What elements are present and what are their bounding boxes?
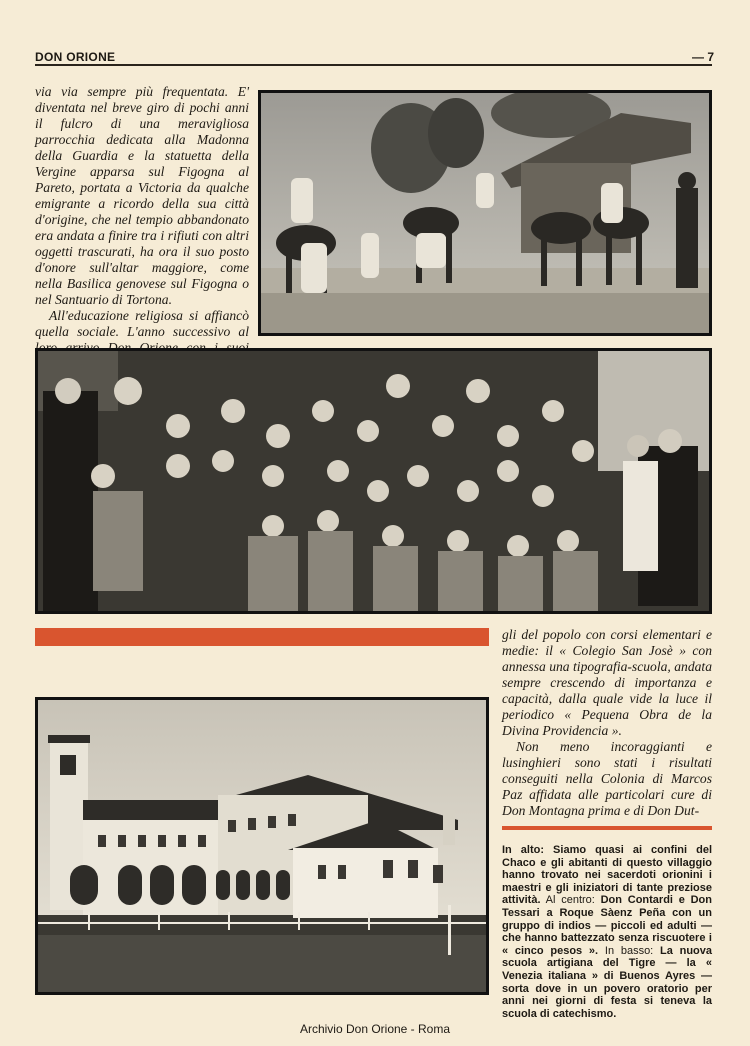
caption-text-center: Don Contardi e Don Tessari a Roque Sàenz Peña con un gruppo di indios — piccoli ed adulti — che hanno battezzato senza riscuotere i « cinco pesos ».: [502, 894, 712, 957]
article-column-top: [35, 84, 249, 372]
caption-text-top: Siamo quasi ai confini del Chaco e gli abitanti di questo villaggio hanno trovato nei sacerdoti orionini i maestri e gli iniziatori di tante preziose attività.: [502, 844, 713, 907]
article-paragraph: All'educazione religiosa si affiancò quella sociale. L'anno successivo al: [35, 308, 249, 339]
caption-label-bottom: In basso:: [598, 944, 654, 957]
photo-school-building: [35, 697, 489, 995]
photo-school-building-image: [38, 700, 486, 992]
article-paragraph: via via sempre più frequentata. E' diventata nel breve giro di pochi anni il fulcro di una meravigliosa parrocchia dedicata alla Madonna della Guardia e la statuetta della Vergine apparsa sul Figogna al Pareto, portata a Victoria da qualche emigrante a ricordo della sua città d'origine, che nel tempio abbandonato era andata a finire tra i rifiuti con altri oggetti trascurati, ha ora il suo posto d'onore sull'altar maggiore, come nella Basilica genovese sul Figogna o nel Santuario di Tortona.: [35, 84, 249, 307]
article-paragraph: Non meno incoraggianti e lusinghieri sono stati i risultati conseguiti nella Colonia di Marcos Paz affidata alle particolari cure di Don Montagna prima e di Don Dut-: [502, 739, 712, 818]
photo-group-indios: [35, 348, 712, 614]
article-column-right: [502, 627, 712, 819]
photo-group-indios-image: [38, 351, 709, 611]
article-paragraph: gli del popolo con corsi elementari e medie: il « Colegio San Josè » con annessa una tipografia-scuola, andata sempre crescendo di importanza e capacità, dalla quale vide la luce il periodico « Pequena Obra de la Divina Providencia ».: [502, 627, 712, 738]
caption-label-top: In alto:: [502, 844, 545, 856]
accent-bar-left: [35, 628, 489, 646]
accent-bar-caption: [502, 826, 712, 830]
caption-text-bottom: La nuova scuola artigiana del Tigre — la « Venezia italiana » di Buenos Ayres — sorta dove in un povero oratorio per anni nei giorni di festa si teneva la scuola di catechismo.: [502, 944, 713, 1020]
caption-label-center: Al centro:: [540, 894, 595, 907]
page-number: — 7: [691, 50, 714, 64]
photo-village-horseback: [258, 90, 712, 336]
photo-caption: [502, 844, 712, 1020]
photo-village-horseback-image: [261, 93, 709, 333]
magazine-title: DON ORIONE: [35, 50, 116, 64]
archive-footer: Archivio Don Orione - Roma: [299, 1022, 451, 1036]
header-rule: [35, 64, 712, 66]
